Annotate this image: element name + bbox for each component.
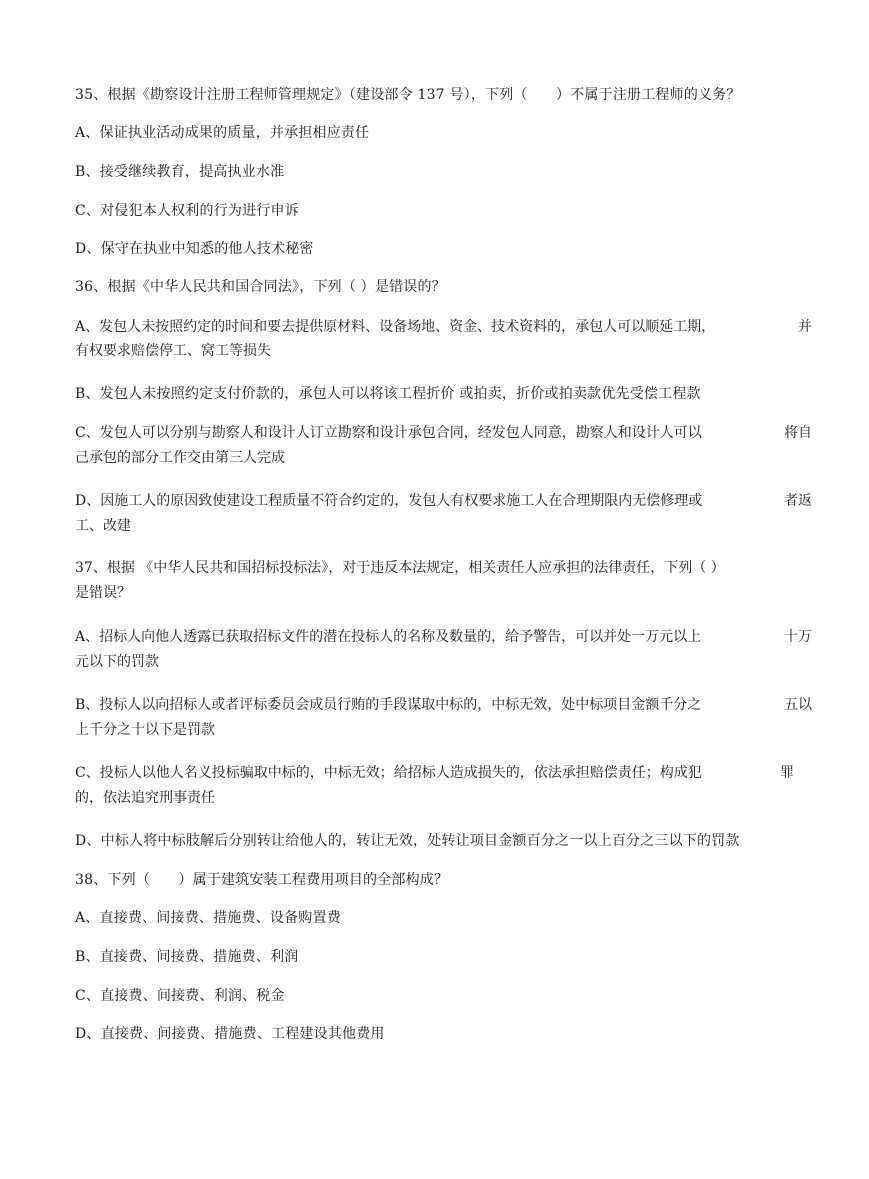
option-line-2: 元以下的罚款: [75, 654, 159, 670]
option-line-1-tail: 将自: [784, 425, 812, 441]
question-35-stem: 35、根据《勘察设计注册工程师管理规定》（建设部令 137 号），下列（ ）不属于注册工程师的义务？: [75, 87, 741, 103]
question-37-option-b: [75, 696, 812, 739]
question-37-stem: [75, 559, 812, 602]
stem-line-2: 是错误？: [75, 585, 131, 601]
option-line-2: 上千分之十以下是罚款: [75, 722, 215, 738]
option-line-1: A、招标人向他人透露已获取招标文件的潜在投标人的名称及数量的，给予警告，可以并处一万元以上: [75, 629, 702, 645]
option-line-1: D、因施工人的原因致使建设工程质量不符合约定的，发包人有权要求施工人在合理期限内无偿修理或: [75, 493, 703, 509]
option-line-2: 的，依法追究刑事责任: [75, 790, 215, 806]
question-38-stem: 38、下列（ ）属于建筑安装工程费用项目的全部构成？: [75, 872, 449, 888]
question-35-option-a: A、保证执业活动成果的质量，并承担相应责任: [75, 125, 370, 141]
option-line-1-tail: 罪: [780, 765, 794, 781]
question-38-option-d: D、直接费、间接费、措施费、工程建设其他费用: [75, 1026, 385, 1042]
question-37-option-a: [75, 628, 812, 671]
question-36-option-a: [75, 318, 812, 360]
option-line-1: B、投标人以向招标人或者评标委员会成员行贿的手段谋取中标的，中标无效，处中标项目金额千分之: [75, 697, 702, 713]
option-line-2: 工、改建: [75, 518, 131, 534]
question-38-option-a: A、直接费、间接费、措施费、设备购置费: [75, 910, 341, 926]
option-line-1-tail: 五以: [784, 697, 812, 713]
question-35-option-c: C、对侵犯本人权利的行为进行申诉: [75, 203, 299, 219]
option-line-2: 己承包的部分工作交由第三人完成: [75, 450, 285, 466]
stem-line-1: 37、根据 《中华人民共和国招标投标法》，对于违反本法规定，相关责任人应承担的法律责任，下列（ ）: [75, 560, 725, 576]
question-35-option-d: D、保守在执业中知悉的他人技术秘密: [75, 241, 314, 257]
option-line-1-tail: 并: [798, 319, 812, 335]
question-38-option-c: C、直接费、间接费、利润、税金: [75, 988, 285, 1004]
question-36-option-d: [75, 492, 812, 535]
option-line-1: C、投标人以他人名义投标骗取中标的，中标无效；给招标人造成损失的，依法承担赔偿责任；构成犯: [75, 765, 702, 781]
option-line-2: 有权要求赔偿停工、窝工等损失: [75, 343, 271, 359]
question-35-option-b: B、接受继续教育，提高执业水准: [75, 164, 285, 180]
question-36-option-c: [75, 424, 812, 467]
question-37-option-d: D、中标人将中标肢解后分别转让给他人的，转让无效，处转让项目金额百分之一以上百分之三以下的罚款: [75, 833, 740, 849]
question-37-option-c: [75, 764, 812, 807]
option-line-1-tail: 十万: [784, 629, 812, 645]
option-line-1: C、发包人可以分别与勘察人和设计人订立勘察和设计承包合同，经发包人同意，勘察人和设计人可以: [75, 425, 702, 441]
question-36-stem: 36、根据《中华人民共和国合同法》，下列（ ）是错误的？: [75, 279, 446, 295]
question-36-option-b: B、发包人未按照约定支付价款的，承包人可以将该工程折价 或拍卖，折价或拍卖款优先受偿工程款: [75, 386, 701, 402]
question-38-option-b: B、直接费、间接费、措施费、利润: [75, 949, 299, 965]
option-line-1-tail: 者返: [784, 493, 812, 509]
option-line-1: A、发包人未按照约定的时间和要去提供原材料、设备场地、资金、技术资料的，承包人可以顺延工期，: [75, 319, 716, 335]
